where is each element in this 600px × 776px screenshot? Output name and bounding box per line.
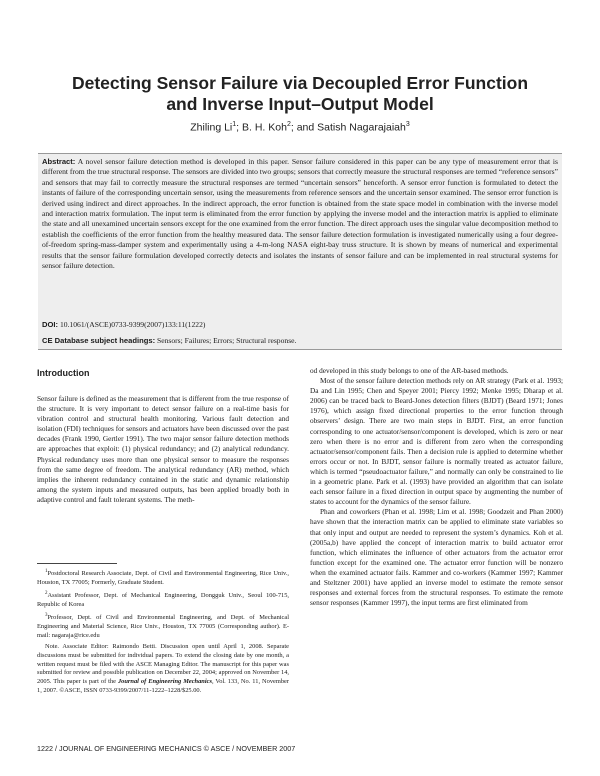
editorial-note-b: , Vol. 133, No. 11, November 1, 2007. ©ASCE, ISSN 0733-9399/2007/11-1222–1228/$25.00. bbox=[37, 678, 289, 695]
title-line-1: Detecting Sensor Failure via Decoupled Error Function bbox=[71, 73, 529, 93]
footnote-1-text: Postdoctoral Research Associate, Dept. of Civil and Environmental Engineering, Rice Univ., Houston, TX 77005; Formerly, Graduate Student. bbox=[37, 570, 289, 587]
author-3: ; and Satish Nagarajaiah bbox=[290, 121, 406, 134]
author-1-affil: 1 bbox=[232, 121, 237, 128]
abstract-label: Abstract: bbox=[42, 157, 76, 166]
footnotes bbox=[37, 568, 289, 698]
journal-name: Journal of Engineering Mechanics bbox=[117, 678, 212, 686]
body-paragraph: Phan and coworkers (Phan et al. 1998; Lim et al. 1998; Goodzeit and Phan 2000) have shown that the interaction matrix can be applied to eliminate state variables so that only input and output are needed to represent the system’s dynamics. Koh et al. (2005a,b) have applied the concept of interaction matrix to build actuator error function, which eliminates the influence of other actuators from the actuator error function except for the examined one. The actuator error function will be nonzero when the examined actuator fails. Kammer and co-workers (Kammer 1997; Kammer and Steltzner 2001) have applied an inverse model to estimate the remote sensor responses and external forces from the structural responses. To estimate the remote sensor responses (Kammer 1997), the input terms are first eliminated from bbox=[310, 507, 563, 608]
body-paragraph: od developed in this study belongs to one of the AR-based methods. bbox=[310, 366, 509, 375]
footnote-2-text: Assistant Professor, Dept. of Mechanical Engineering, Dongguk Univ., Seoul 100-715, Republic of Korea bbox=[37, 592, 289, 608]
abstract-text: A novel sensor failure detection method is developed in this paper. Sensor failure considered in this paper can be any type of measurement error that is different from the true structural response. The sensors are divided into two groups; sensors that correctly measure the structural responses are termed “reference sensors” and sensors that may fail to correctly measure the structural responses are termed “uncertain sensors” henceforth. A sensor error function is formulated to detect the instants of failure of the corresponding uncertain sensor, using the measurements from reference sensors and the uncertain sensor examined. The sensor error function is derived using indirect and direct approaches. In the indirect approach, the error function is obtained from the state space model in combination with the inverse model and interaction matrix formulation. The input term is eliminated from the error function by applying the inverse model and the interaction matrix is applied to eliminate the state and all unexamined uncertain sensors except for the one examined from the error function. The direct approach uses the singular value decomposition method to establish the coefficients of the error function from the healthy measured data. The sensor failure detection formulation is investigated numerically using a four degree-of-freedom spring-mass-damper system and experimentally using a 4-m-long NASA eight-bay truss structure. It is shown by means of numerical and experimental results that the sensor failure formulation developed correctly detects and isolates the instants of sensor failure and can be implemented in real structural systems for sensor failure detection. bbox=[42, 157, 558, 271]
body-paragraph: Sensor failure is defined as the measurement that is different from the true response of the structure. It is very important to detect sensor failure on a real-time basis for vibration control and structural health monitoring. Various fault detection and isolation (FDI) techniques for sensors and actuators have been discussed over the past decades (Frank 1990, Gertler 1991). The two major sensor failure detection methods are approaches that exploit: (1) physical redundancy; and (2) analytical redundancy. Physical redundancy uses more than one physical sensor to measure the responses from the same degree of freedom. The analytical redundancy (AR) method, which implies the inherent redundancy contained in the static and dynamic relationship among the system inputs and measured outputs, has been applied broadly both in adaptive control and fault tolerant systems. The meth- bbox=[37, 394, 289, 504]
editorial-note bbox=[37, 643, 289, 696]
subject-headings-text: Sensors; Failures; Errors; Structural response. bbox=[157, 336, 297, 345]
editorial-note-a: Note. Associate Editor: Raimondo Betti. Discussion open until April 1, 2008. Separate discussions must be submitted for individual papers. To extend the closing date by one month, a written request must be filed with the ASCE Managing Editor. The manuscript for this paper was submitted for review and possible publication on December 22, 2004; approved on November 14, 2005. This paper is part of the bbox=[37, 642, 289, 686]
author-1: Zhiling Li bbox=[190, 121, 233, 134]
doi-label: DOI: bbox=[42, 320, 59, 329]
footnote-1-mark: 1 bbox=[45, 569, 48, 574]
footnote-2-mark: 2 bbox=[45, 590, 48, 596]
body-paragraph: Most of the sensor failure detection methods rely on AR strategy (Park et al. 1993; Da and Lin 1995; Chen and Speyer 2001; Piercy 1992; Menke 1995; Dharap et al. 2006) can be traced back to Beard-Jones detection filters (BJDT) (Beard 1971; Jones 1976), which assign fixed directional properties to the error function through observers’ design. There are two main steps in BJDT. First, an error function corresponding to one actuator/sensor/component is developed, which is zero or near zero when there is no error and is different from zero when the corresponding actuator/sensor/component fails. Then a decision rule is applied to determine whether errors occur or not. In BJDT, sensor failure is normally treated as actuator failure, which is termed “pseudoactuator failure,” and normally can only be constrained to lie in a geometric plane. Park et al. (1993) have provided an algorithm that can isolate each sensor failure in a fixed direction in output space by augmenting the number of states to account for the dynamics of the sensor failure. bbox=[310, 376, 563, 507]
author-list bbox=[40, 121, 560, 134]
footnote-3-mark: 3 bbox=[45, 612, 48, 618]
footnote-2 bbox=[37, 590, 289, 610]
doi-text[interactable]: 10.1061/(ASCE)0733-9399(2007)133:11(1222) bbox=[59, 320, 206, 329]
page-footer: 1222 / JOURNAL OF ENGINEERING MECHANICS © ASCE / NOVEMBER 2007 bbox=[37, 744, 296, 753]
footnote-rule bbox=[37, 563, 117, 564]
section-heading-introduction: Introduction bbox=[37, 368, 90, 378]
subject-headings bbox=[42, 336, 558, 345]
paper-title bbox=[40, 73, 560, 115]
abstract bbox=[42, 157, 558, 271]
left-column bbox=[37, 394, 289, 505]
footnote-3 bbox=[37, 612, 289, 641]
title-line-2: and Inverse Input–Output Model bbox=[166, 94, 434, 114]
doi-line bbox=[42, 320, 558, 329]
author-3-affil: 3 bbox=[405, 121, 410, 128]
author-2: ; B. H. Koh bbox=[236, 121, 287, 134]
subject-headings-label: CE Database subject headings: bbox=[42, 336, 156, 345]
right-column bbox=[310, 366, 563, 608]
footnote-3-text: Professor, Dept. of Civil and Environmental Engineering, and Dept. of Mechanical Engineering and Material Science, Rice Univ., Houston, TX 77005 (Corresponding author). E-mail: nagaraja@rice.edu bbox=[37, 614, 289, 639]
author-2-affil: 2 bbox=[286, 121, 291, 128]
footnote-1 bbox=[37, 568, 289, 588]
